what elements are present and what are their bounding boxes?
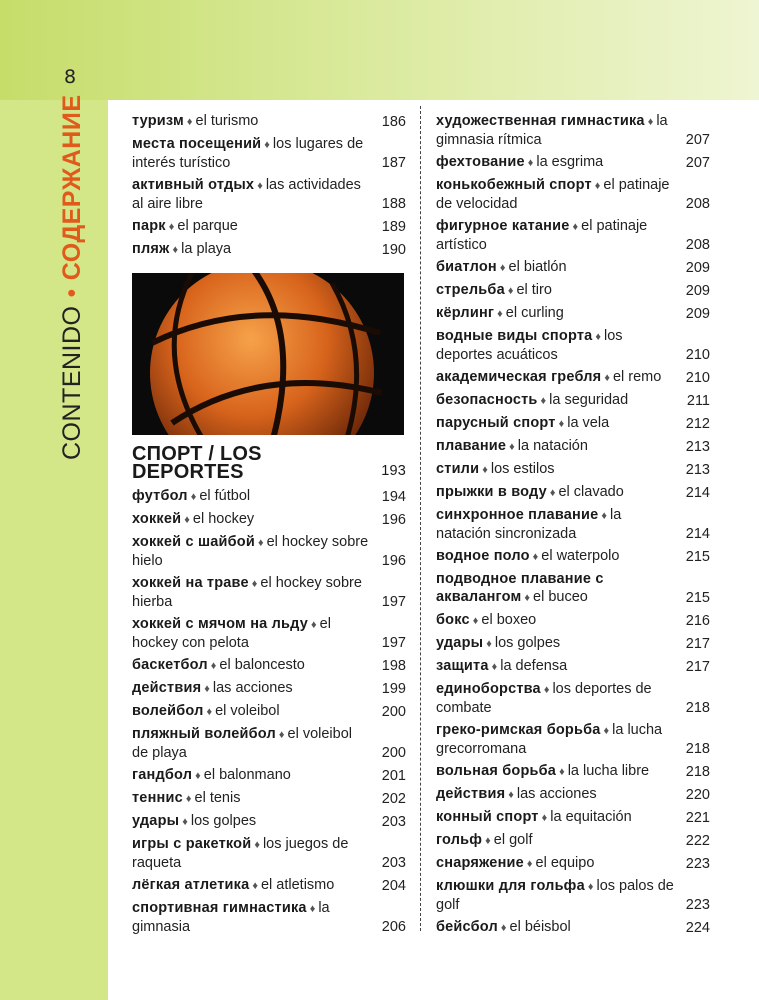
entry-ru: туризм — [132, 113, 184, 129]
separator-diamond-icon: ♦ — [497, 308, 503, 320]
separator-diamond-icon: ♦ — [252, 880, 258, 892]
toc-entry — [132, 574, 406, 611]
entry-es: las acciones — [212, 680, 293, 696]
toc-entry — [436, 721, 710, 758]
entry-es: el hockey sobre hierba — [132, 575, 362, 610]
entry-ru: лёгкая атлетика — [132, 877, 250, 893]
entry-page: 209 — [685, 283, 710, 299]
toc-entry — [436, 281, 710, 300]
toc-entry — [436, 217, 710, 254]
toc-entry — [436, 877, 710, 914]
entry-es: la lucha grecorromana — [436, 722, 663, 757]
separator-diamond-icon: ♦ — [309, 903, 316, 915]
entry-page: 197 — [381, 635, 406, 651]
entry-ru: баскетбол — [132, 657, 208, 673]
entry-ru: пляжный волейбол — [132, 726, 276, 742]
side-title-ru: СОДЕРЖАНИЕ — [58, 94, 86, 281]
separator-diamond-icon: ♦ — [311, 619, 317, 631]
entry-ru: защита — [436, 658, 489, 674]
column-divider — [420, 106, 421, 931]
separator-diamond-icon: ♦ — [486, 638, 492, 650]
separator-diamond-icon: ♦ — [206, 706, 213, 718]
entry-es: la esgrima — [536, 154, 604, 170]
separator-diamond-icon: ♦ — [254, 839, 260, 851]
entry-es: el clavado — [558, 484, 624, 500]
entry-ru: бокс — [436, 612, 470, 628]
toc-entry — [132, 615, 406, 652]
entry-ru: активный отдых — [132, 177, 255, 193]
entry-es: la vela — [567, 415, 610, 431]
entry-es: las actividades al aire libre — [132, 177, 361, 212]
separator-diamond-icon: ♦ — [527, 157, 534, 169]
separator-diamond-icon: ♦ — [210, 660, 217, 672]
separator-diamond-icon: ♦ — [595, 331, 602, 343]
toc-travel-list — [132, 112, 406, 259]
entry-page: 207 — [685, 155, 710, 171]
toc-entry — [132, 876, 406, 895]
separator-diamond-icon: ♦ — [195, 770, 201, 782]
entry-ru: стрельба — [436, 282, 505, 298]
toc-entry — [436, 483, 710, 502]
entry-page: 215 — [685, 549, 710, 565]
toc-entry — [436, 785, 710, 804]
entry-ru: водное поло — [436, 548, 530, 564]
entry-es: la defensa — [500, 658, 568, 674]
entry-page: 199 — [381, 681, 406, 697]
basketball-image — [132, 273, 404, 435]
separator-diamond-icon: ♦ — [601, 510, 607, 522]
toc-entry — [132, 533, 406, 570]
entry-es: la seguridad — [549, 392, 629, 408]
toc-entry — [132, 702, 406, 721]
separator-diamond-icon: ♦ — [524, 592, 531, 604]
toc-entry — [436, 460, 710, 479]
separator-diamond-icon: ♦ — [603, 725, 610, 737]
entry-ru: биатлон — [436, 259, 497, 275]
entry-es: los palos de golf — [436, 878, 674, 913]
toc-entry — [436, 762, 710, 781]
entry-ru: игры с ракеткой — [132, 836, 252, 852]
toc-entry — [132, 679, 406, 698]
toc-entry — [132, 217, 406, 236]
separator-diamond-icon: ♦ — [472, 615, 479, 627]
entry-es: el remo — [612, 369, 662, 385]
entry-page: 203 — [381, 855, 406, 871]
entry-ru: синхронное плавание — [436, 507, 599, 523]
toc-entry — [132, 176, 406, 213]
toc-entry — [132, 112, 406, 131]
entry-ru: фехтование — [436, 154, 525, 170]
entry-es: el baloncesto — [219, 657, 305, 673]
entry-es: el buceo — [533, 589, 588, 605]
entry-ru: художественная гимнастика — [436, 113, 645, 129]
separator-diamond-icon: ♦ — [278, 729, 285, 741]
entry-page: 223 — [685, 856, 710, 872]
entry-page: 201 — [381, 768, 406, 784]
entry-es: el patinaje de velocidad — [436, 177, 670, 212]
entry-ru: хоккей — [132, 511, 182, 527]
entry-page: 208 — [685, 196, 710, 212]
side-title-dot: • — [58, 288, 86, 298]
entry-es: el patinaje artístico — [436, 218, 648, 253]
entry-es: el voleibol — [215, 703, 280, 719]
toc-entry — [436, 831, 710, 850]
toc-sports-list-continued — [436, 112, 710, 937]
entry-es: los estilos — [490, 461, 555, 477]
section-page: 193 — [381, 463, 406, 479]
entry-page: 213 — [685, 439, 710, 455]
entry-es: el tiro — [516, 282, 552, 298]
entry-page: 218 — [685, 764, 710, 780]
toc-entry — [436, 437, 710, 456]
entry-es: el atletismo — [260, 877, 335, 893]
separator-diamond-icon: ♦ — [549, 487, 556, 499]
toc-right-column — [436, 112, 710, 941]
entry-page: 186 — [381, 114, 406, 130]
toc-entry — [436, 570, 710, 607]
entry-es: la gimnasia — [132, 900, 330, 935]
entry-es: el curling — [505, 305, 564, 321]
toc-entry — [436, 258, 710, 277]
entry-page: 214 — [685, 526, 710, 542]
entry-ru: пляж — [132, 241, 170, 257]
toc-entry — [132, 487, 406, 506]
entry-page: 200 — [381, 704, 406, 720]
entry-page: 218 — [685, 700, 710, 716]
entry-es: el hockey con pelota — [132, 616, 331, 651]
separator-diamond-icon: ♦ — [485, 835, 491, 847]
toc-entry — [132, 725, 406, 762]
entry-es: el hockey — [192, 511, 255, 527]
entry-es: la playa — [181, 241, 232, 257]
separator-diamond-icon: ♦ — [594, 180, 601, 192]
separator-diamond-icon: ♦ — [184, 514, 190, 526]
toc-entry — [436, 918, 710, 937]
separator-diamond-icon: ♦ — [491, 661, 498, 673]
toc-entry — [436, 414, 710, 433]
toc-entry — [436, 634, 710, 653]
entry-page: 209 — [685, 260, 710, 276]
entry-es: los lugares de interés turístico — [132, 136, 364, 171]
entry-es: el waterpolo — [541, 548, 620, 564]
entry-page: 208 — [685, 237, 710, 253]
entry-ru: безопасность — [436, 392, 538, 408]
separator-diamond-icon: ♦ — [186, 116, 193, 128]
toc-entry — [436, 112, 710, 149]
entry-es: el béisbol — [509, 919, 571, 935]
entry-ru: прыжки в воду — [436, 484, 547, 500]
entry-ru: академическая гребля — [436, 369, 602, 385]
toc-entry — [132, 240, 406, 259]
toc-entry — [436, 327, 710, 364]
entry-ru: удары — [132, 813, 180, 829]
toc-entry — [436, 657, 710, 676]
entry-es: el voleibol de playa — [132, 726, 352, 761]
separator-diamond-icon: ♦ — [604, 372, 610, 384]
separator-diamond-icon: ♦ — [500, 922, 507, 934]
toc-entry — [436, 680, 710, 717]
entry-page: 196 — [381, 512, 406, 528]
entry-ru: стили — [436, 461, 480, 477]
separator-diamond-icon: ♦ — [168, 221, 175, 233]
entry-page: 202 — [381, 791, 406, 807]
toc-left-column — [132, 112, 406, 940]
entry-es: los golpes — [494, 635, 561, 651]
entry-es: las acciones — [516, 786, 597, 802]
entry-page: 187 — [381, 155, 406, 171]
entry-ru: вольная борьба — [436, 763, 557, 779]
toc-entry — [132, 899, 406, 936]
separator-diamond-icon: ♦ — [507, 285, 514, 297]
toc-entry — [132, 766, 406, 785]
entry-ru: снаряжение — [436, 855, 524, 871]
toc-entry — [436, 176, 710, 213]
toc-entry — [436, 854, 710, 873]
entry-page: 217 — [685, 636, 710, 652]
entry-ru: парусный спорт — [436, 415, 556, 431]
entry-es: el boxeo — [481, 612, 537, 628]
entry-page: 190 — [381, 242, 406, 258]
entry-ru: подводное плавание с аквалангом — [436, 571, 604, 605]
entry-ru: места посещений — [132, 136, 262, 152]
entry-es: la equitación — [550, 809, 632, 825]
entry-page: 209 — [685, 306, 710, 322]
basketball-photo — [132, 273, 404, 435]
separator-diamond-icon: ♦ — [182, 816, 188, 828]
entry-es: el tenis — [194, 790, 241, 806]
toc-entry — [436, 304, 710, 323]
entry-ru: фигурное катание — [436, 218, 570, 234]
entry-es: el fútbol — [199, 488, 251, 504]
entry-ru: хоккей с шайбой — [132, 534, 255, 550]
separator-diamond-icon: ♦ — [541, 812, 548, 824]
entry-page: 198 — [381, 658, 406, 674]
entry-page: 189 — [381, 219, 406, 235]
entry-page: 223 — [685, 897, 710, 913]
separator-diamond-icon: ♦ — [526, 858, 533, 870]
entry-page: 218 — [685, 741, 710, 757]
entry-es: el turismo — [195, 113, 259, 129]
separator-diamond-icon: ♦ — [587, 881, 594, 893]
entry-page: 210 — [685, 370, 710, 386]
entry-page: 207 — [685, 132, 710, 148]
entry-ru: удары — [436, 635, 484, 651]
separator-diamond-icon: ♦ — [172, 244, 179, 256]
entry-ru: конный спорт — [436, 809, 539, 825]
entry-page: 211 — [686, 393, 710, 409]
entry-es: los golpes — [190, 813, 257, 829]
toc-entry — [436, 153, 710, 172]
toc-entry — [132, 656, 406, 675]
toc-entry — [436, 611, 710, 630]
toc-entry — [132, 789, 406, 808]
side-band — [0, 100, 108, 1000]
separator-diamond-icon: ♦ — [647, 116, 654, 128]
entry-es: los deportes de combate — [436, 681, 652, 716]
entry-ru: хоккей на траве — [132, 575, 249, 591]
entry-page: 212 — [685, 416, 710, 432]
entry-es: la natación — [517, 438, 588, 454]
page-number: 8 — [64, 66, 77, 88]
separator-diamond-icon: ♦ — [264, 139, 270, 151]
entry-ru: плавание — [436, 438, 507, 454]
entry-page: 196 — [381, 553, 406, 569]
entry-page: 214 — [685, 485, 710, 501]
separator-diamond-icon: ♦ — [543, 684, 550, 696]
entry-page: 224 — [685, 920, 710, 936]
entry-page: 188 — [381, 196, 406, 212]
entry-es: la gimnasia rítmica — [436, 113, 668, 148]
entry-es: el biatlón — [508, 259, 567, 275]
entry-ru: кёрлинг — [436, 305, 495, 321]
entry-ru: единоборства — [436, 681, 541, 697]
entry-page: 210 — [685, 347, 710, 363]
side-title-es: CONTENIDO — [58, 305, 86, 460]
entry-ru: футбол — [132, 488, 188, 504]
entry-ru: конькобежный спорт — [436, 177, 592, 193]
separator-diamond-icon: ♦ — [251, 578, 258, 590]
side-title — [58, 95, 87, 461]
entry-ru: действия — [436, 786, 506, 802]
entry-page: 197 — [381, 594, 406, 610]
entry-page: 221 — [685, 810, 710, 826]
entry-ru: парк — [132, 218, 166, 234]
entry-es: la natación sincronizada — [436, 507, 622, 542]
entry-ru: действия — [132, 680, 202, 696]
toc-entry — [132, 510, 406, 529]
separator-diamond-icon: ♦ — [558, 418, 565, 430]
entry-ru: водные виды спорта — [436, 328, 593, 344]
entry-page: 213 — [685, 462, 710, 478]
entry-es: el parque — [177, 218, 238, 234]
entry-ru: клюшки для гольфа — [436, 878, 585, 894]
separator-diamond-icon: ♦ — [509, 441, 515, 453]
entry-ru: греко-римская борьба — [436, 722, 601, 738]
entry-page: 217 — [685, 659, 710, 675]
entry-ru: теннис — [132, 790, 183, 806]
toc-entry — [132, 135, 406, 172]
toc-entry — [132, 812, 406, 831]
entry-es: el golf — [493, 832, 533, 848]
entry-es: el hockey sobre hielo — [132, 534, 369, 569]
separator-diamond-icon: ♦ — [257, 537, 264, 549]
entry-ru: хоккей с мячом на льду — [132, 616, 309, 632]
section-title: СПОРТ / LOS DEPORTES — [132, 443, 262, 483]
entry-ru: волейбол — [132, 703, 204, 719]
section-heading-sports — [132, 445, 406, 481]
toc-sports-list — [132, 487, 406, 936]
separator-diamond-icon: ♦ — [572, 221, 579, 233]
entry-ru: гандбол — [132, 767, 193, 783]
separator-diamond-icon: ♦ — [559, 766, 565, 778]
separator-diamond-icon: ♦ — [532, 551, 539, 563]
separator-diamond-icon: ♦ — [190, 491, 197, 503]
separator-diamond-icon: ♦ — [204, 683, 210, 695]
toc-entry — [436, 506, 710, 543]
header-band — [0, 0, 759, 100]
toc-entry — [436, 547, 710, 566]
entry-es: la lucha libre — [567, 763, 650, 779]
entry-ru: бейсбол — [436, 919, 498, 935]
entry-es: el balonmano — [203, 767, 291, 783]
entry-page: 204 — [381, 878, 406, 894]
entry-page: 203 — [381, 814, 406, 830]
separator-diamond-icon: ♦ — [508, 789, 514, 801]
separator-diamond-icon: ♦ — [482, 464, 488, 476]
entry-page: 215 — [685, 590, 710, 606]
entry-page: 206 — [381, 919, 406, 935]
separator-diamond-icon: ♦ — [499, 262, 506, 274]
toc-entry — [436, 808, 710, 827]
entry-es: los juegos de raqueta — [132, 836, 349, 871]
toc-entry — [436, 368, 710, 387]
separator-diamond-icon: ♦ — [540, 395, 547, 407]
toc-entry — [132, 835, 406, 872]
entry-page: 220 — [685, 787, 710, 803]
toc-entry — [436, 391, 710, 410]
entry-page: 200 — [381, 745, 406, 761]
entry-es: los deportes acuáticos — [436, 328, 623, 363]
entry-page: 216 — [685, 613, 710, 629]
entry-page: 194 — [381, 489, 406, 505]
entry-ru: спортивная гимнастика — [132, 900, 307, 916]
separator-diamond-icon: ♦ — [257, 180, 263, 192]
separator-diamond-icon: ♦ — [185, 793, 192, 805]
entry-ru: гольф — [436, 832, 483, 848]
entry-page: 222 — [685, 833, 710, 849]
entry-es: el equipo — [535, 855, 595, 871]
